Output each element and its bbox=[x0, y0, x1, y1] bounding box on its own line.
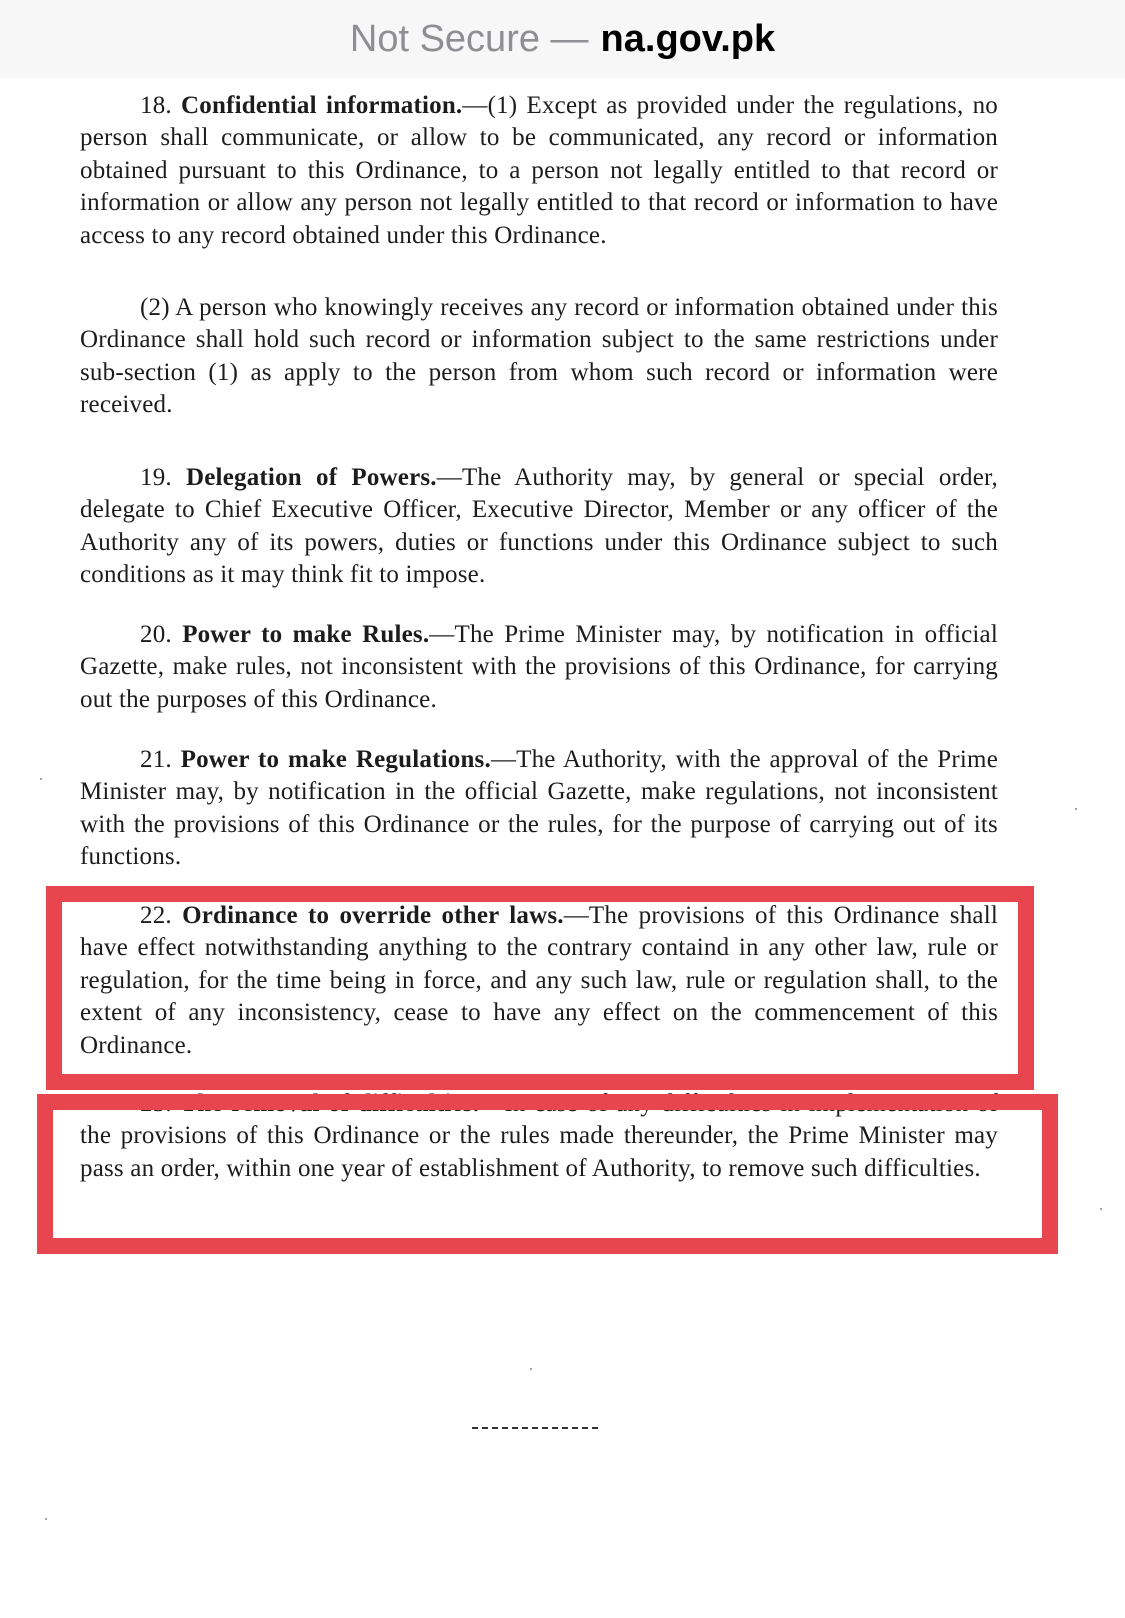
section-number: 23. bbox=[140, 1090, 172, 1117]
end-of-document-rule bbox=[472, 1427, 598, 1429]
section-18 bbox=[80, 90, 998, 252]
not-secure-label: Not Secure — bbox=[349, 18, 589, 60]
section-heading: Ordinance to override other laws. bbox=[182, 902, 564, 929]
section-22 bbox=[80, 900, 998, 1062]
scan-speck bbox=[530, 1368, 532, 1370]
scan-speck bbox=[1075, 808, 1077, 810]
section-heading: Power to make Rules. bbox=[182, 621, 430, 648]
section-heading: Confidential information. bbox=[181, 92, 463, 119]
section-body: —(1) Except as provided under the regulations, no person shall communicate, or allow to be communicated, any record or information obtained pursuant to this Ordinance, to a person not legally entitled to that record or information or allow any person not legally entitled to that record or information to have access to any record obtained under this Ordinance. bbox=[80, 92, 998, 249]
scan-speck bbox=[40, 778, 42, 780]
section-23 bbox=[80, 1088, 998, 1185]
section-body: —The provisions of this Ordinance shall have effect notwithstanding anything to the contrary containd in any other law, rule or regulation, for the time being in force, and any such law, rule or regulation shall, to the extent of any inconsistency, cease to have any effect on the commencement of this Ordinance. bbox=[80, 902, 998, 1059]
section-body: —The Authority may, by general or special order, delegate to Chief Executive Officer, Executive Director, Member or any officer of the Authority any of its powers, duties or functions under this Ordinance subject to such conditions as it may think fit to impose. bbox=[80, 464, 999, 589]
section-heading: Delegation of Powers. bbox=[186, 464, 437, 491]
section-body: (2) A person who knowingly receives any record or information obtained under this Ordinance shall hold such record or information subject to the same restrictions under sub-section (1) as apply to the person from whom such record or information were received. bbox=[80, 294, 998, 419]
address-bar[interactable] bbox=[0, 0, 1125, 79]
section-number: 18. bbox=[140, 92, 172, 119]
section-number: 22. bbox=[140, 902, 172, 929]
section-body: —In case of any difficulties in implementation of the provisions of this Ordinance or the rules made thereunder, the Prime Minister may pass an order, within one year of establishment of Authority, to remove such difficulties. bbox=[80, 1090, 999, 1182]
domain-label: na.gov.pk bbox=[600, 18, 776, 60]
section-21 bbox=[80, 744, 998, 874]
section-number: 20. bbox=[140, 621, 172, 648]
section-heading: Power to make Regulations. bbox=[180, 746, 491, 773]
section-body: —The Authority, with the approval of the Prime Minister may, by notification in the official Gazette, make regulations, not inconsistent with the provisions of this Ordinance or the rules, for the purpose of carrying out of its functions. bbox=[80, 746, 999, 871]
document-page bbox=[0, 78, 1125, 1618]
section-body: —The Prime Minister may, by notification in official Gazette, make rules, not inconsistent with the provisions of this Ordinance, for carrying out the purposes of this Ordinance. bbox=[80, 621, 999, 713]
section-20 bbox=[80, 619, 998, 716]
section-18-2 bbox=[80, 292, 998, 422]
section-heading: The removal of difficulties. bbox=[180, 1090, 480, 1117]
section-number: 19. bbox=[140, 464, 172, 491]
section-number: 21. bbox=[140, 746, 172, 773]
scan-speck bbox=[1100, 1208, 1102, 1210]
scan-speck bbox=[45, 1518, 47, 1520]
section-19 bbox=[80, 462, 998, 592]
